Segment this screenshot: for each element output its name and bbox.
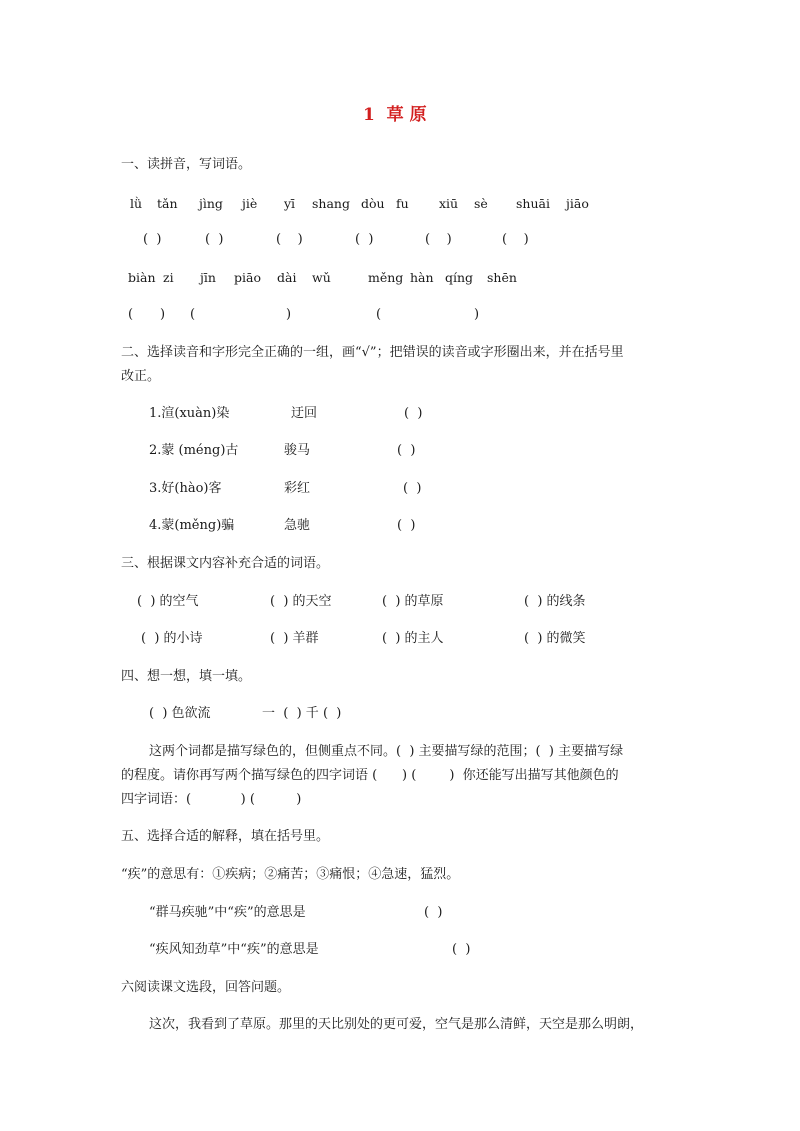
item-word: 4.蒙(měng)骗 — [149, 518, 235, 533]
answer-blank-open[interactable]: ( — [128, 307, 134, 322]
pinyin-syllable: dòu — [361, 196, 385, 211]
paragraph-line: 这两个词都是描写绿色的，但侧重点不同。( ) 主要描写绿的范围；( ) 主要描写绿 — [149, 744, 624, 759]
answer-blank[interactable]: ( ) — [502, 232, 529, 247]
item-word: 急驰 — [284, 518, 311, 533]
fill-phrase[interactable]: ( ) 的线条 — [524, 594, 586, 609]
item-word: 1.渲(xuàn)染 — [149, 406, 230, 421]
pinyin-syllable: biàn — [128, 270, 156, 285]
item-word: 3.好(hào)客 — [149, 481, 222, 496]
pinyin-syllable: shang — [312, 196, 350, 211]
page-title: 1 草 原 — [363, 105, 427, 125]
pinyin-syllable: xiū — [439, 196, 459, 211]
section-1-heading: 一、读拼音，写词语。 — [121, 157, 252, 172]
pinyin-syllable: dài — [277, 270, 297, 285]
fill-phrase[interactable]: ( ) 的草原 — [382, 594, 444, 609]
item-word: 彩红 — [284, 481, 311, 496]
pinyin-syllable: jìng — [199, 196, 223, 211]
pinyin-syllable: tǎn — [157, 196, 178, 211]
item-word: 迂回 — [291, 406, 318, 421]
section-2-heading-line-2: 改正。 — [121, 369, 161, 384]
answer-blank-close: ) — [474, 307, 480, 322]
pinyin-syllable: zi — [163, 270, 174, 285]
answer-blank[interactable]: ( ) — [403, 481, 422, 496]
pinyin-syllable: sè — [474, 196, 488, 211]
section-4-heading: 四、想一想，填一填。 — [121, 669, 252, 684]
section-2-heading-line-1: 二、选择读音和字形完全正确的一组，画“√”；把错误的读音或字形圈出来，并在括号里 — [121, 345, 624, 360]
fill-phrase[interactable]: ( ) 的空气 — [137, 594, 199, 609]
answer-blank[interactable]: ( ) — [397, 443, 416, 458]
pinyin-syllable: jiāo — [566, 196, 589, 211]
question-1: “群马疾驰”中“疾”的意思是 — [149, 905, 306, 920]
answer-blank[interactable]: ( ) — [397, 518, 416, 533]
answer-blank-open[interactable]: ( — [190, 307, 196, 322]
pinyin-syllable: qíng — [445, 270, 474, 285]
fill-phrase[interactable]: ( ) 羊群 — [270, 631, 319, 646]
pinyin-syllable: fu — [396, 196, 409, 211]
answer-blank[interactable]: ( ) — [404, 406, 423, 421]
pinyin-syllable: měng — [368, 270, 404, 285]
reading-paragraph: 这次，我看到了草原。那里的天比别处的更可爱，空气是那么清鲜，天空是那么明朗， — [149, 1017, 644, 1032]
paragraph-line: 的程度。请你再写两个描写绿色的四字词语 ( ) ( ) 你还能写出描写其他颜色的 — [121, 768, 619, 783]
pinyin-syllable: piāo — [234, 270, 261, 285]
answer-blank[interactable]: ( ) — [276, 232, 303, 247]
pinyin-syllable: yī — [284, 196, 296, 211]
pinyin-syllable: jiè — [242, 196, 258, 211]
meaning-options: “疾”的意思有：①疾病；②痛苦；③痛恨；④急速，猛烈。 — [121, 867, 460, 882]
item-word: 2.蒙 (méng)古 — [149, 443, 239, 458]
pinyin-syllable: shuāi — [516, 196, 550, 211]
pinyin-syllable: jīn — [200, 270, 216, 285]
fill-phrase[interactable]: ( ) 的天空 — [270, 594, 332, 609]
section-6-heading: 六阅读课文选段，回答问题。 — [121, 980, 291, 995]
pinyin-syllable: lǜ — [130, 196, 143, 211]
answer-blank[interactable]: ( ) — [452, 942, 471, 957]
answer-blank[interactable]: ( ) — [424, 905, 443, 920]
fill-phrase[interactable]: ( ) 的主人 — [382, 631, 444, 646]
answer-blank[interactable]: ( ) — [143, 232, 162, 247]
fill-phrase[interactable]: ( ) 的微笑 — [524, 631, 586, 646]
section-3-heading: 三、根据课文内容补充合适的词语。 — [121, 556, 330, 571]
pinyin-syllable: wǔ — [312, 270, 331, 285]
answer-blank-open[interactable]: ( — [376, 307, 382, 322]
question-2: “疾风知劲草”中“疾”的意思是 — [149, 942, 319, 957]
fill-idiom[interactable]: ( ) 色欲流 — [149, 706, 211, 721]
fill-phrase[interactable]: ( ) 的小诗 — [141, 631, 203, 646]
paragraph-line: 四字词语：( ) ( ) — [121, 792, 302, 807]
pinyin-syllable: hàn — [410, 270, 434, 285]
pinyin-syllable: shēn — [487, 270, 517, 285]
fill-idiom[interactable]: 一 ( ) 千 ( ) — [262, 706, 342, 721]
answer-blank[interactable]: ( ) — [355, 232, 374, 247]
answer-blank[interactable]: ( ) — [425, 232, 452, 247]
section-5-heading: 五、选择合适的解释，填在括号里。 — [121, 829, 330, 844]
answer-blank-close: ) — [286, 307, 292, 322]
answer-blank[interactable]: ( ) — [205, 232, 224, 247]
item-word: 骏马 — [284, 443, 311, 458]
answer-blank-close: ) — [160, 307, 166, 322]
